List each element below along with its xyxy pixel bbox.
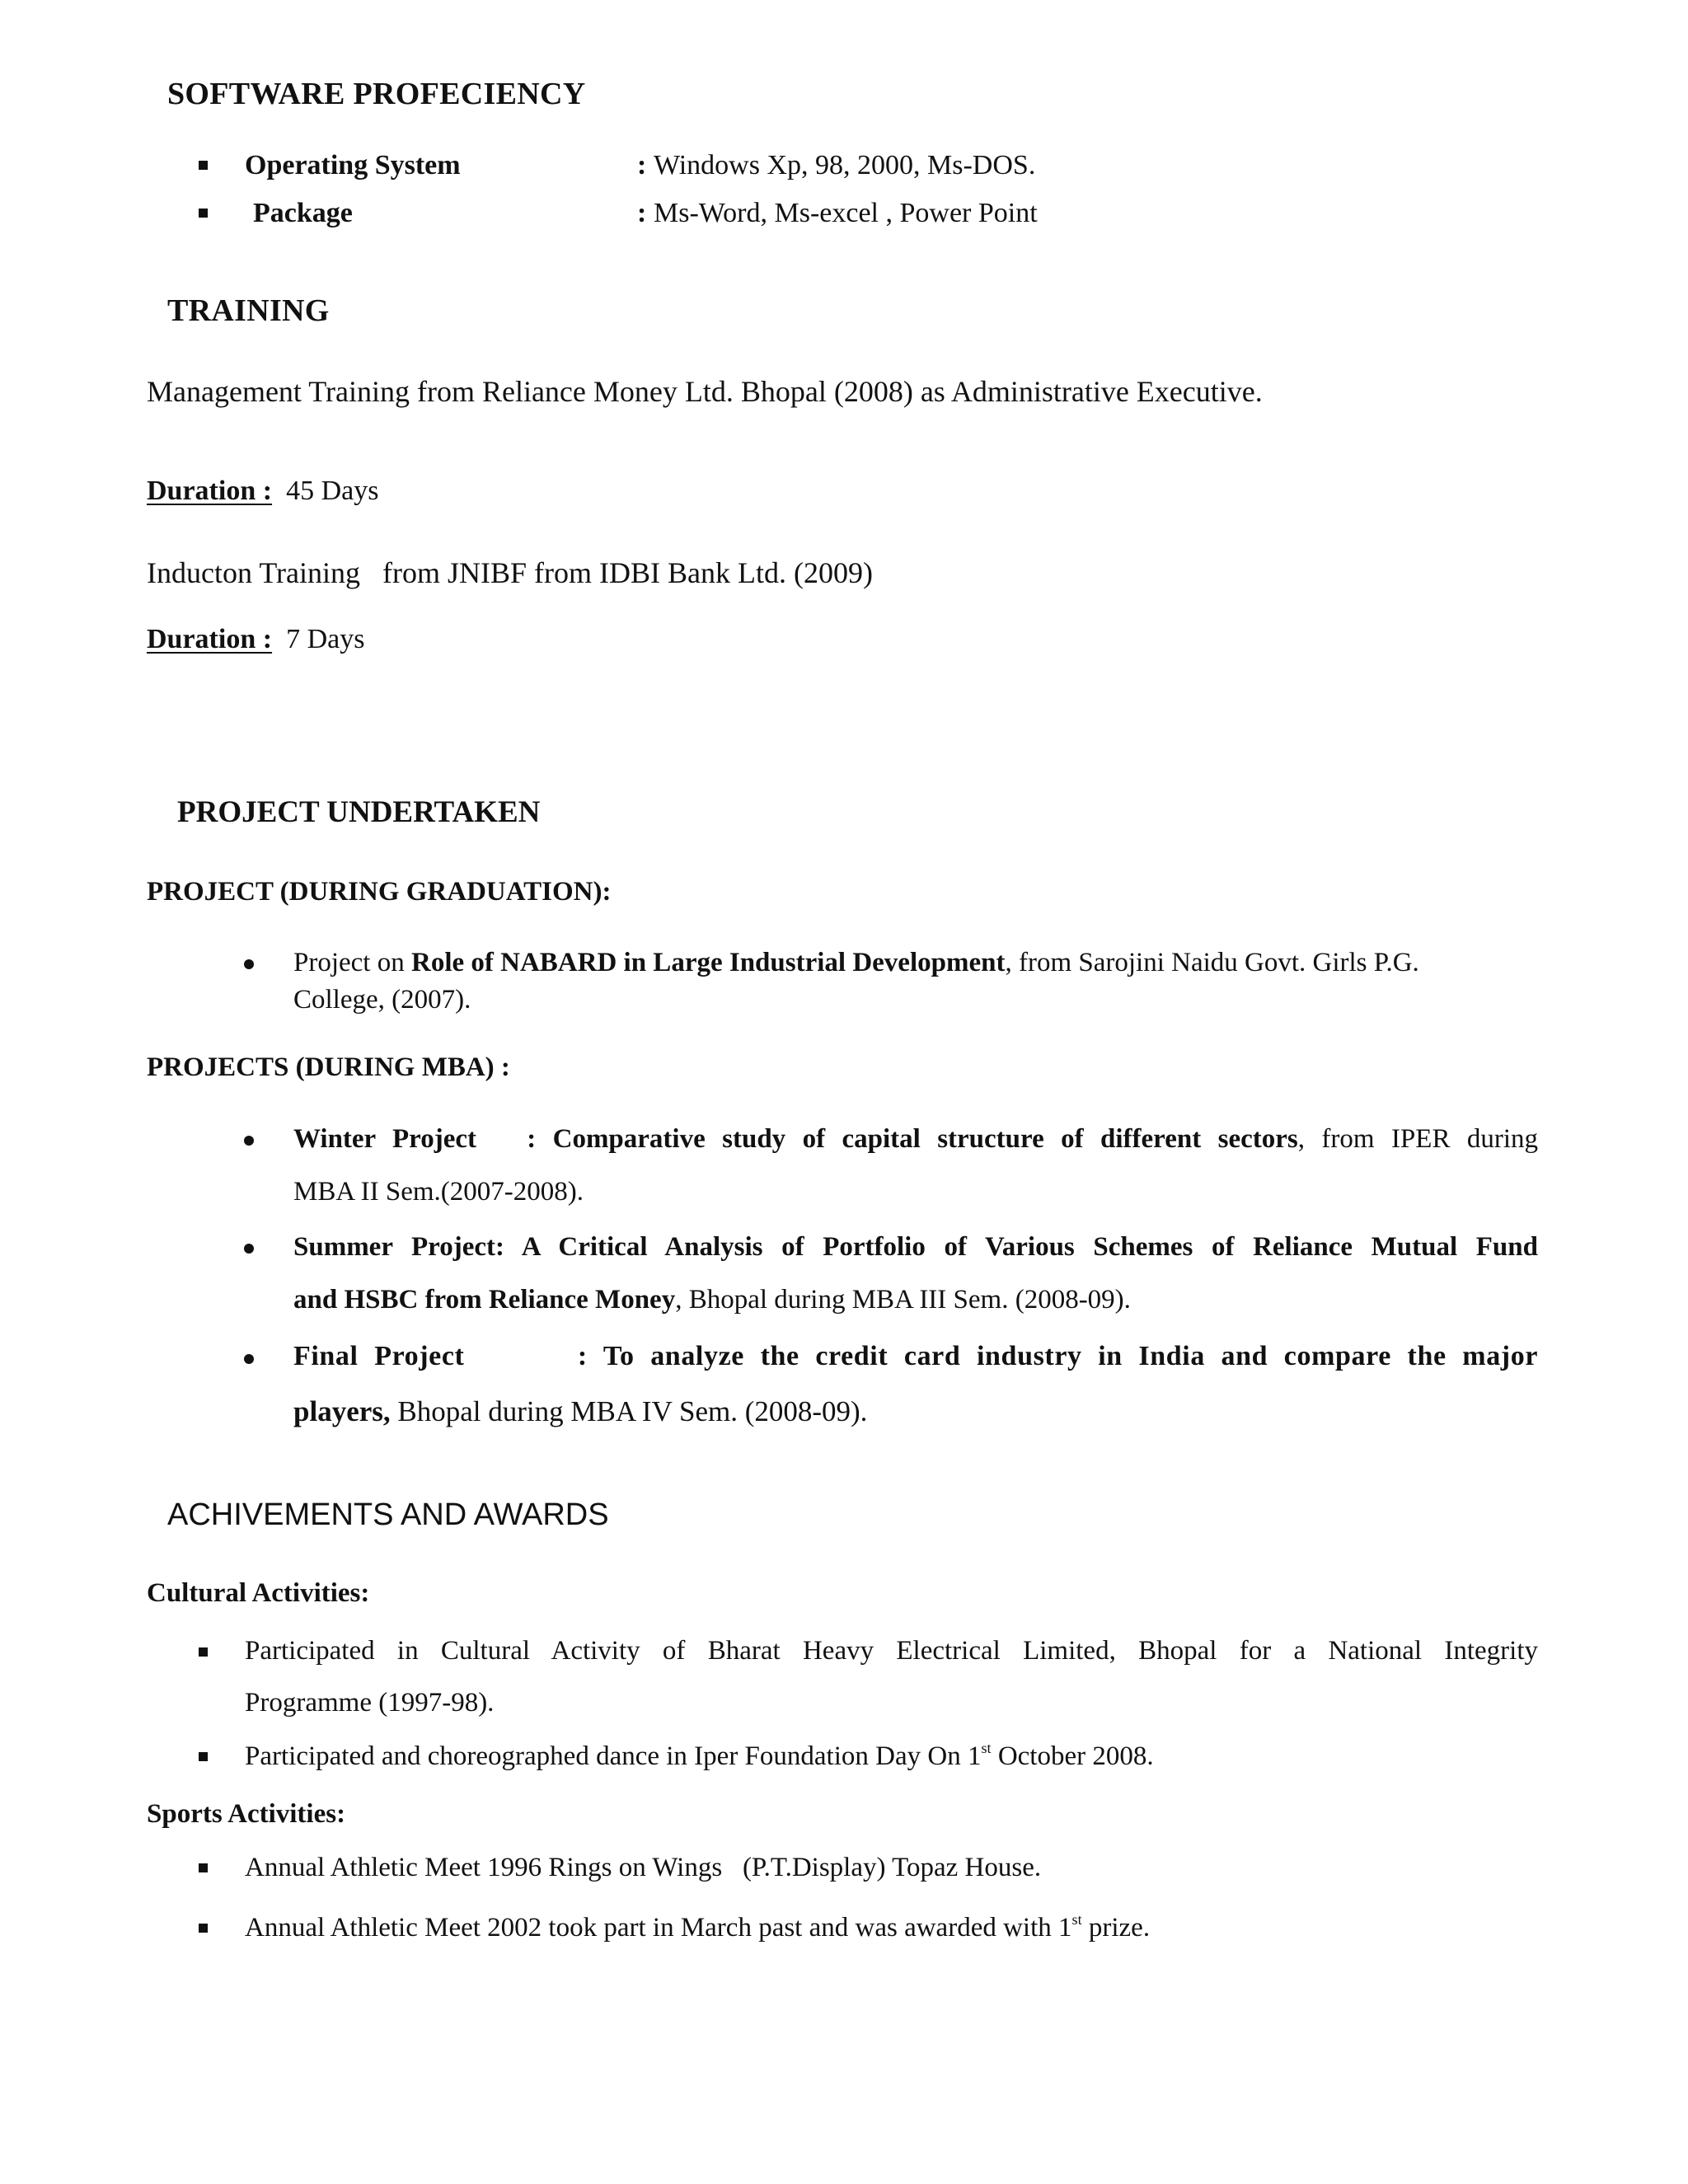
bullet-dot-icon [244,959,254,969]
bullet-square-icon [199,1752,208,1761]
ordinal-suffix: st [981,1740,992,1756]
bullet-square-icon [199,209,208,218]
subheading-cultural: Cultural Activities: [147,1578,370,1608]
winter-label: Winter Project [293,1124,476,1154]
bullet-dot-icon [244,1136,254,1146]
subheading-graduation: PROJECT (DURING GRADUATION): [147,877,612,907]
software-label-os: Operating System [245,150,461,180]
section-heading-achievements: ACHIVEMENTS AND AWARDS [167,1497,609,1532]
duration-value: 45 Days [286,476,379,506]
software-label-package: Package [253,198,353,228]
summer-project-line1: Summer Project: A Critical Analysis of Portfolio of Various Schemes of Reliance Mutual Fund [293,1232,1538,1262]
bullet-square-icon [199,1863,208,1872]
bullet-square-icon [199,1924,208,1933]
sports-item1: Annual Athletic Meet 1996 Rings on Wings (P.T.Display) Topaz House. [245,1853,1042,1882]
project-suffix: , from Sarojini Naidu Govt. Girls P.G. [1005,948,1419,977]
winter-suffix: , from IPER during [1297,1124,1539,1154]
software-value-package: Ms-Word, Ms-excel , Power Point [654,198,1038,228]
section-heading-projects: PROJECT UNDERTAKEN [177,795,541,829]
final-label: Final Project [293,1341,465,1371]
final-rest: Bhopal during MBA IV Sem. (2008-09). [390,1395,868,1427]
bullet-square-icon [199,1647,208,1657]
winter-project-line1 [293,1124,1538,1155]
cultural-item2-tail: October 2008. [991,1741,1154,1771]
subheading-mba: PROJECTS (DURING MBA) : [147,1052,510,1082]
section-heading-software: SOFTWARE PROFECIENCY [167,77,586,111]
sports-item2 [245,1913,1150,1943]
summer-rest: , Bhopal during MBA III Sem. (2008-09). [675,1285,1131,1315]
final-title: : To analyze the credit card industry in India and compare the major [577,1341,1539,1371]
software-value-os: Windows Xp, 98, 2000, Ms-DOS. [654,150,1036,180]
sports-item2-text: Annual Athletic Meet 2002 took part in March past and was awarded with 1 [245,1913,1072,1943]
training-entry-text: Management Training from Reliance Money Ltd. Bhopal (2008) as Administrative Executive. [147,375,1263,408]
project-title: Role of NABARD in Large Industrial Development [410,948,1006,977]
duration-label: Duration : [147,476,273,506]
training-duration [147,624,364,655]
graduation-project-line2: College, (2007). [293,985,471,1015]
summer-bold: and HSBC from Reliance Money [293,1285,676,1315]
bullet-dot-icon [244,1244,254,1254]
bullet-dot-icon [244,1354,254,1364]
training-duration [147,476,378,507]
duration-label: Duration : [147,624,273,654]
summer-project-line2 [293,1285,1131,1315]
duration-value: 7 Days [286,624,365,654]
ordinal-suffix: st [1071,1911,1082,1928]
cultural-item1-line1: Participated in Cultural Activity of Bharat Heavy Electrical Limited, Bhopal for a National Integrity [245,1636,1538,1666]
cultural-item2 [245,1741,1154,1772]
final-project-line1 [293,1341,1538,1372]
project-prefix: Project on [293,948,411,977]
cultural-item1-line2: Programme (1997-98). [245,1688,495,1718]
training-entry-text: Inducton Training from JNIBF from IDBI Bank Ltd. (2009) [147,556,873,589]
final-bold: players, [293,1395,391,1427]
final-project-line2 [293,1395,867,1428]
subheading-sports: Sports Activities: [147,1799,346,1829]
bullet-square-icon [199,161,208,170]
section-heading-training: TRAINING [167,293,330,328]
cultural-item2-text: Participated and choreographed dance in Iper Foundation Day On 1 [245,1741,982,1771]
sports-item2-tail: prize. [1081,1913,1151,1943]
winter-project-line2: MBA II Sem.(2007-2008). [293,1177,584,1207]
graduation-project-line1 [293,948,1419,978]
winter-title: : Comparative study of capital structure of different sectors [527,1124,1298,1154]
software-colon-os: : [637,150,647,180]
software-colon-package: : [637,198,647,228]
